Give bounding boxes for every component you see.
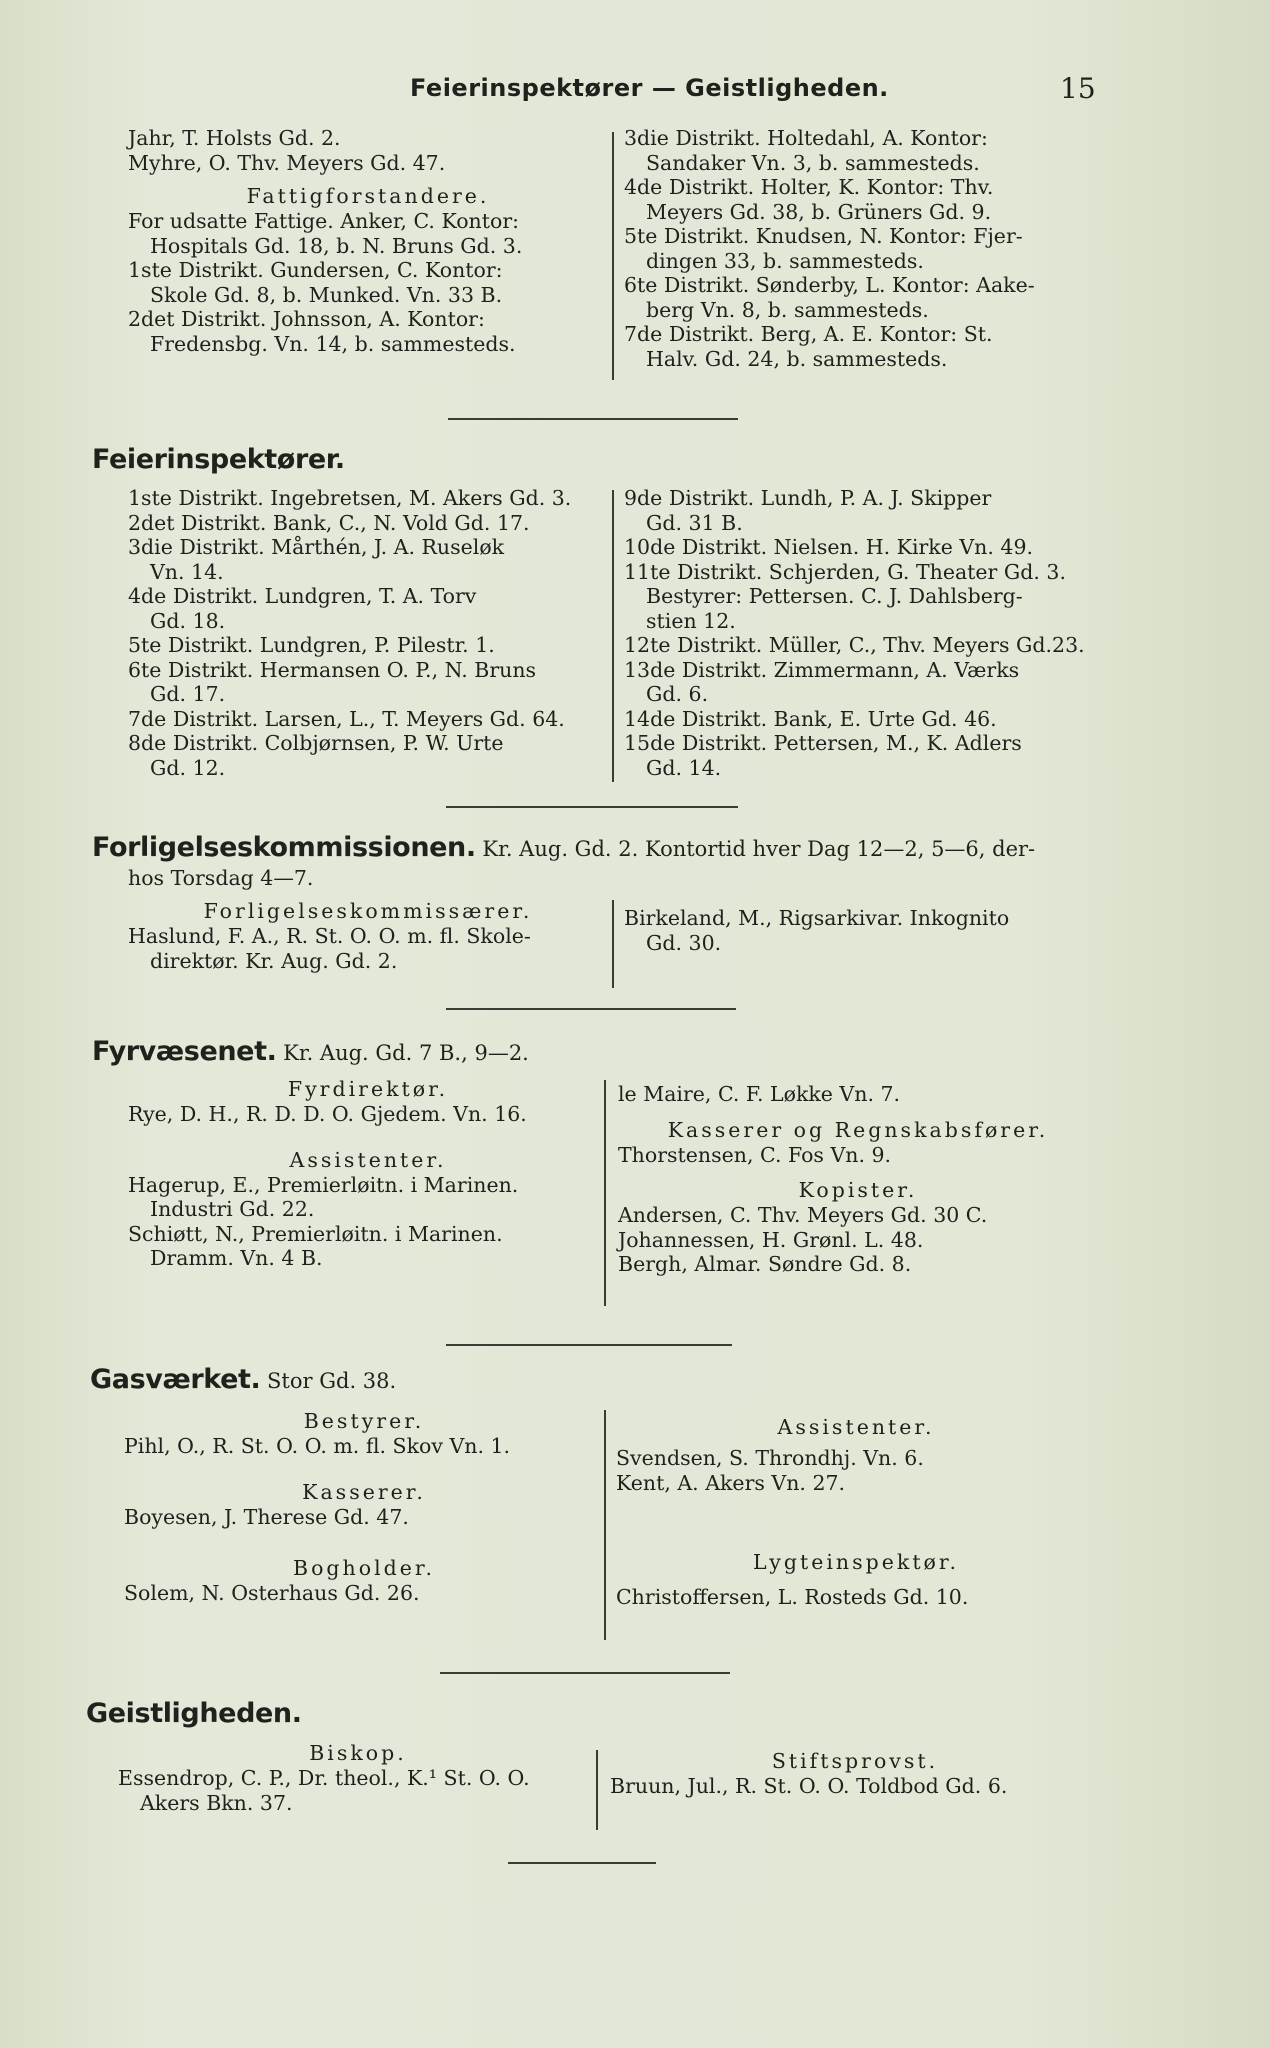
entry-line: For udsatte Fattige. Anker, C. Kontor: [128,209,520,233]
fyrvaesenet-heading [92,1036,529,1067]
entry-line: Akers Bkn. 37. [140,1790,293,1815]
entry-line: 12te Distrikt. Müller, C., Thv. Meyers Gd.23. [624,633,1085,657]
forligelse-left-column [128,898,608,973]
section-divider [446,1344,732,1346]
entry-line: 5te Distrikt. Knudsen, N. Kontor: Fjer- [624,224,1023,248]
entry-line: 7de Distrikt. Berg, A. E. Kontor: St. [624,322,993,346]
page-number: 15 [1060,72,1096,105]
top-right-column [624,126,1104,371]
entry-line: 6te Distrikt. Hermansen O. P., N. Bruns [128,657,537,682]
gas-right-column [616,1414,1096,1610]
subheading-kasserer: Kasserer. [302,1479,426,1504]
entry-line: Gd. 31 B. [646,510,743,535]
entry-line: Gd. 14. [646,755,722,780]
entry-line: Christoffersen, L. Rosteds Gd. 10. [616,1585,969,1609]
subheading-assistenter: Assistenter. [289,1147,447,1172]
entry-line: 2det Distrikt. Johnsson, A. Kontor: [128,307,485,331]
top-left-column [128,126,608,356]
section-title-info: Stor Gd. 38. [260,1369,397,1393]
entry-line: 13de Distrikt. Zimmermann, A. Værks [624,657,1020,682]
column-divider [604,1080,606,1306]
column-divider [612,490,614,782]
forligelse-right-column [624,906,1104,955]
section-title-info: Kr. Aug. Gd. 7 B., 9—2. [276,1041,529,1065]
entry-line: Fredensbg. Vn. 14, b. sammesteds. [150,331,516,356]
running-header [0,70,1270,110]
entry-line: Myhre, O. Thv. Meyers Gd. 47. [128,150,446,175]
subheading-assistenter: Assistenter. [777,1415,935,1439]
entry-line: Gd. 6. [646,682,709,706]
section-divider [446,806,738,808]
entry-line: dingen 33, b. sammesteds. [646,248,924,273]
entry-line: 4de Distrikt. Lundgren, T. A. Torv [128,584,477,608]
column-divider [596,1750,598,1830]
section-title-fyrvaesenet: Fyrvæsenet. [92,1036,277,1067]
subheading-biskop: Biskop. [309,1741,407,1765]
entry-line: 5te Distrikt. Lundgren, P. Pilestr. 1. [128,633,495,657]
subheading-stiftsprovst: Stiftsprovst. [771,1749,939,1773]
feier-right-column [624,486,1104,780]
entry-line: Gd. 17. [150,682,226,706]
section-title-info: Kr. Aug. Gd. 2. Kontortid hver Dag 12—2, 5—6, der- [475,837,1036,861]
entry-line: Bergh, Almar. Søndre Gd. 8. [618,1252,912,1276]
entry-line: Kent, A. Akers Vn. 27. [616,1470,846,1495]
entry-line: Birkeland, M., Rigsarkivar. Inkognito [624,906,1010,930]
entry-line: Hospitals Gd. 18, b. N. Bruns Gd. 3. [150,233,523,258]
subheading-fyrdirektor: Fyrdirektør. [287,1077,449,1101]
section-title-feierinspektorer: Feierinspektører. [92,444,345,475]
geist-left-column [118,1740,598,1815]
entry-line: Industri Gd. 22. [150,1197,315,1221]
subheading-kasserer-regnskabsforer: Kasserer og Regnskabsfører. [667,1117,1049,1142]
entry-line: Rye, D. H., R. D. D. O. Gjedem. Vn. 16. [128,1102,527,1126]
entry-line: Jahr, T. Holsts Gd. 2. [128,126,341,150]
entry-line: Solem, N. Osterhaus Gd. 26. [124,1581,420,1605]
entry-line: 14de Distrikt. Bank, E. Urte Gd. 46. [624,706,997,731]
entry-line: Johannessen, H. Grønl. L. 48. [618,1227,924,1252]
entry-line: Meyers Gd. 38, b. Grüners Gd. 9. [646,199,992,224]
entry-line: Bestyrer: Pettersen. C. J. Dahlsberg- [646,584,1023,608]
column-divider [604,1410,606,1640]
entry-line: Hagerup, E., Premierløitn. i Marinen. [128,1172,519,1197]
entry-line: 4de Distrikt. Holter, K. Kontor: Thv. [624,175,994,199]
subheading-bogholder: Bogholder. [293,1556,435,1580]
end-divider [508,1862,656,1864]
subheading-bestyrer: Bestyrer. [303,1409,425,1433]
entry-line: Thorstensen, C. Fos Vn. 9. [618,1142,892,1167]
entry-line: direktør. Kr. Aug. Gd. 2. [150,948,398,973]
entry-line: 15de Distrikt. Pettersen, M., K. Adlers [624,731,1022,755]
header-title: Feierinspektører — Geistligheden. [410,74,889,102]
feier-left-column [128,486,608,780]
section-title-forligelse: Forligelseskommissionen. [92,832,476,863]
entry-line: Gd. 30. [646,930,722,955]
subheading-kopister: Kopister. [798,1178,918,1202]
entry-line: le Maire, C. F. Løkke Vn. 7. [618,1082,901,1106]
section-title-geistligheden: Geistligheden. [86,1698,302,1729]
entry-line: Schiøtt, N., Premierløitn. i Marinen. [128,1221,503,1246]
entry-line: 3die Distrikt. Holtedahl, A. Kontor: [624,126,988,150]
entry-line: Andersen, C. Thv. Meyers Gd. 30 C. [618,1203,988,1227]
entry-line: 8de Distrikt. Colbjørnsen, P. W. Urte [128,731,504,755]
entry-line: 3die Distrikt. Mårthén, J. A. Ruseløk [128,535,505,559]
entry-line: Halv. Gd. 24, b. sammesteds. [646,346,948,371]
entry-line: berg Vn. 8, b. sammesteds. [646,297,929,322]
section-title-gasvaerket: Gasværket. [90,1364,261,1395]
entry-line: Gd. 12. [150,755,226,780]
geist-right-column [610,1748,1100,1799]
entry-line: 2det Distrikt. Bank, C., N. Vold Gd. 17. [128,510,530,535]
entry-line: Gd. 18. [150,608,226,633]
entry-line: Pihl, O., R. St. O. O. m. fl. Skov Vn. 1. [124,1434,511,1458]
entry-line: Skole Gd. 8, b. Munked. Vn. 33 B. [150,282,503,307]
entry-line: 9de Distrikt. Lundh, P. A. J. Skipper [624,486,992,510]
section-divider [440,1672,730,1674]
entry-line: 10de Distrikt. Nielsen. H. Kirke Vn. 49. [624,535,1034,559]
entry-line: 11te Distrikt. Schjerden, G. Theater Gd. 3. [624,559,1066,584]
entry-line: Essendrop, C. P., Dr. theol., K.¹ St. O. O. [118,1766,530,1790]
entry-line: Svendsen, S. Throndhj. Vn. 6. [616,1446,924,1470]
entry-line: Haslund, F. A., R. St. O. O. m. fl. Skole- [128,924,531,948]
entry-line: Boyesen, J. Therese Gd. 47. [124,1504,409,1529]
section-divider [446,1008,736,1010]
entry-line: Vn. 14. [150,559,224,584]
entry-line: Dramm. Vn. 4 B. [150,1246,323,1270]
forligelse-heading [92,832,1132,863]
fyr-left-column [128,1076,608,1271]
entry-line: 6te Distrikt. Sønderby, L. Kontor: Aake- [624,273,1035,297]
entry-line: hos Torsdag 4—7. [128,866,314,890]
subheading-fattigforstandere: Fattigforstandere. [246,184,490,208]
gas-left-column [124,1408,604,1606]
gasvaerket-heading [90,1364,396,1395]
subheading-forligelseskommissaerer: Forligelseskommissærer. [203,899,533,923]
column-divider [612,132,614,380]
entry-line: 7de Distrikt. Larsen, L., T. Meyers Gd. 64. [128,706,565,731]
entry-line: stien 12. [646,608,736,633]
entry-line: 1ste Distrikt. Gundersen, C. Kontor: [128,258,503,282]
column-divider [612,900,614,988]
subheading-lygteinspektor: Lygteinspektør. [753,1550,959,1574]
entry-line: 1ste Distrikt. Ingebretsen, M. Akers Gd. 3. [128,486,572,510]
entry-line: Sandaker Vn. 3, b. sammesteds. [646,150,980,175]
section-divider [448,418,738,420]
fyr-right-column [618,1082,1098,1277]
entry-line: Bruun, Jul., R. St. O. O. Toldbod Gd. 6. [610,1774,1008,1798]
